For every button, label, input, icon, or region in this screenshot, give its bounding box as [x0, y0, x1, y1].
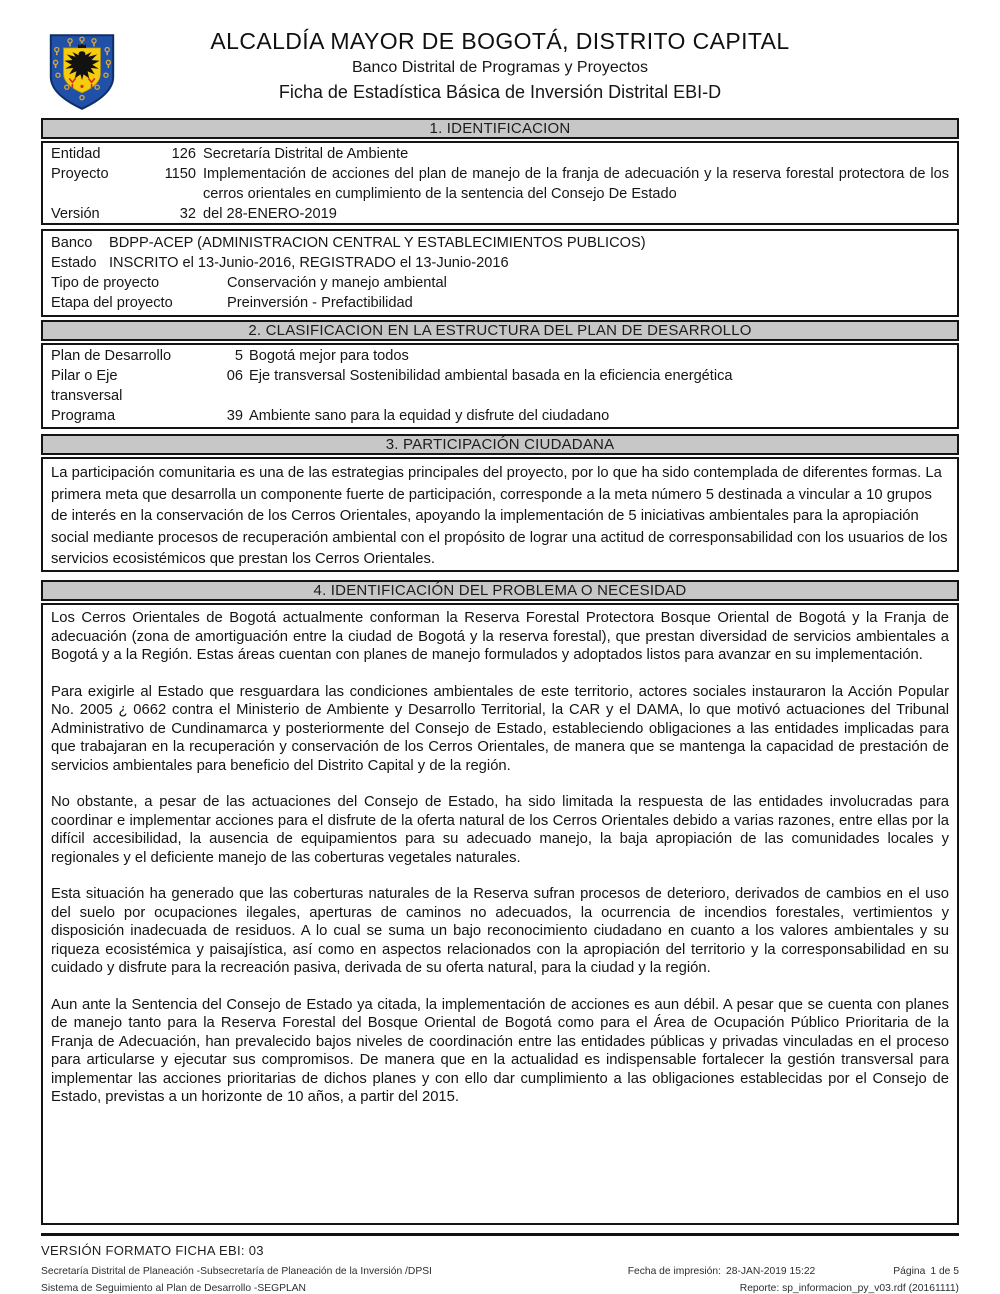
section4-problem-box [41, 603, 959, 1225]
report-file-name: Reporte: sp_informacion_py_v03.rdf (20161111) [739, 1283, 959, 1294]
page-number-value: 1 de 5 [930, 1266, 959, 1277]
section1-identification-table [41, 141, 959, 225]
section2-plan-table [41, 343, 959, 429]
problem-paragraph-1: Los Cerros Orientales de Bogotá actualmente conforman la Reserva Forestal Protectora Bosque Oriental de Bogotá y la Franja de adecuación (zona de amortiguación entre la ciudad de Bogotá y la reserva forestal), que prestan diversidad de servicios ambientales a Bogotá y a la Región. Estas áreas cuentan con planes de manejo formulados y adoptados listos para avanzar en su implementación. [51, 610, 949, 663]
field-value: Eje transversal Sostenibilidad ambiental basada en la eficiencia energética [249, 368, 733, 384]
bogota-coat-of-arms-logo [46, 31, 118, 113]
footer-org-line-2: Sistema de Seguimiento al Plan de Desarrollo -SEGPLAN [41, 1283, 306, 1294]
print-date-label: Fecha de impresión: [627, 1266, 721, 1277]
footer-divider [41, 1233, 959, 1236]
footer-row-1 [41, 1266, 959, 1277]
problem-paragraph-4: Esta situación ha generado que las coberturas naturales de la Reserva sufran procesos de deterioro, derivados de cambios en el uso del suelo por ocupaciones ilegales, aperturas de caminos no adecuados, la ocurrencia de incendios forestales, vertimientos y disposición inadecuada de residuos. A lo cual se suma un bajo reconocimiento ciudadano en cuanto a los valores ambientales y su riqueza ecosistémica y paisajística, así como en aspectos relacionados con la apropiación del territorio y la corresponsabilidad en su cuidado y disfrute para la recreación pasiva, derivada de su oferta natural, para la ciudad y la región. [51, 886, 949, 976]
field-code: 5 [234, 348, 243, 364]
participation-paragraph: La participación comunitaria es una de las estrategias principales del proyecto, por lo que ha sido contemplada de diferentes formas. La primera meta que desarrolla un componente fuerte de participación, corresponde a la meta número 5 destinada a vincular a 10 grupos de interés en la conservación de los Cerros Orientales, apoyando la implementación de 5 iniciativas ambientales para la apropiación social mediante procesos de recuperación ambiental con el propósito de lograr una actitud de corresponsabilidad con los usuarios de los servicios ecosistémicos que prestan los Cerros Orientales. [51, 465, 948, 568]
field-label: Entidad [51, 146, 101, 162]
table-row-etapa-proyecto [43, 293, 957, 313]
header-titles [0, 0, 1000, 103]
header-subtitle-ficha: Ficha de Estadística Básica de Inversión Distrital EBI-D [278, 82, 722, 102]
field-label: Estado [51, 255, 97, 271]
section3-participation-box [41, 457, 959, 572]
table-row-programa [43, 406, 957, 426]
section1-header-bar: 1. IDENTIFICACION [41, 118, 959, 139]
field-label: Programa [51, 408, 116, 424]
document-header [0, 0, 1000, 118]
document-body [41, 118, 959, 1294]
field-value: Conservación y manejo ambiental [227, 275, 447, 291]
field-value: del 28-ENERO-2019 [203, 206, 337, 222]
field-code: 06 [226, 368, 243, 384]
print-date-value: 28-JAN-2019 15:22 [725, 1266, 816, 1277]
field-code: 39 [226, 408, 243, 424]
field-value: Bogotá mejor para todos [249, 348, 409, 364]
field-value: INSCRITO el 13-Junio-2016, REGISTRADO el 13-Junio-2016 [109, 255, 509, 271]
table-row-plan-desarrollo [43, 346, 957, 366]
field-label: Plan de Desarrollo [51, 348, 172, 364]
coat-of-arms-icon [46, 31, 118, 113]
footer-print-info [628, 1266, 959, 1277]
field-label: Tipo de proyecto [51, 275, 160, 291]
field-code: 1150 [164, 166, 196, 182]
table-row-pilar-eje [43, 366, 957, 406]
problem-paragraph-5: Aun ante la Sentencia del Consejo de Estado ya citada, la implementación de acciones es aun débil. A pesar que se cuenta con planes de manejo tanto para la Reserva Forestal del Bosque Oriental de Bogotá como para el Área de Ocupación Público Prioritaria de la Franja de Adecuación, han prevalecido bajos niveles de coordinación entre las entidades públicas y privadas vinculadas en el proceso para articularse y ejecutar sus compromisos. De manera que en la actualidad es indispensable fortalecer la gestión transversal para implementar las acciones prioritarias de dichos planes y con ello dar cumplimiento a las obligaciones establecidas por el Consejo de Estado, previstas a un horizonte de 10 años, a partir del 2015. [51, 996, 949, 1105]
table-row-entidad [43, 144, 957, 164]
header-subtitle-banco: Banco Distrital de Programas y Proyectos [351, 59, 649, 76]
table-row-proyecto [43, 164, 957, 204]
problem-paragraph-3: No obstante, a pesar de las actuaciones del Consejo de Estado, ha sido limitada la respuesta de las entidades involucradas para coordinar e implementar acciones para el disfrute de la oferta natural de los Cerros Orientales debido a varias razones, entre ellas por la difícil accesibilidad, la ausencia de equipamientos para su adecuado manejo, la baja apropiación de las comunidades locales y regionales y el deficiente manejo de las coberturas vegetales naturales. [51, 794, 949, 866]
section1-banco-table [41, 229, 959, 317]
table-row-banco [43, 233, 957, 253]
page-title: ALCALDÍA MAYOR DE BOGOTÁ, DISTRITO CAPITAL [210, 28, 790, 54]
field-value: Implementación de acciones del plan de manejo de la franja de adecuación y la reserva forestal protectora de los cerros orientales en cumplimiento de la sentencia del Consejo De Estado [203, 166, 949, 202]
page-number-label: Página [893, 1266, 926, 1277]
field-label: Etapa del proyecto [51, 295, 173, 311]
field-label: Versión [51, 206, 100, 222]
section4-header-bar: 4. IDENTIFICACIÓN DEL PROBLEMA O NECESIDAD [41, 580, 959, 601]
footer-row-2 [41, 1283, 959, 1294]
footer-org-line-1: Secretaría Distrital de Planeación -Subsecretaría de Planeación de la Inversión /DPSI [41, 1266, 432, 1277]
field-value: Ambiente sano para la equidad y disfrute del ciudadano [249, 408, 610, 424]
field-code: 32 [179, 206, 196, 222]
table-row-estado [43, 253, 957, 273]
section3-header-bar: 3. PARTICIPACIÓN CIUDADANA [41, 434, 959, 455]
format-version-label: VERSIÓN FORMATO FICHA EBI: 03 [41, 1243, 264, 1258]
field-value: Secretaría Distrital de Ambiente [203, 146, 409, 162]
field-label: Pilar o Eje transversal [51, 368, 123, 404]
table-row-version [43, 204, 957, 224]
field-value: Preinversión - Prefactibilidad [227, 295, 413, 311]
section2-header-bar: 2. CLASIFICACION EN LA ESTRUCTURA DEL PLAN DE DESARROLLO [41, 320, 959, 341]
problem-paragraph-2: Para exigirle al Estado que resguardara las condiciones ambientales de este territorio, actores sociales instauraron la Acción Popular No. 2005 ¿ 0662 contra el Ministerio de Ambiente y Desarrollo Territorial, la CAR y el DAMA, lo que motivó actuaciones del Tribunal Administrativo de Cundinamarca y posteriormente del Consejo de Estado, estableciendo obligaciones a las entidades implicadas para que trabajaran en la recuperación y conservación de los Cerros Orientales, de manera que se mantenga la capacidad de prestación de servicios ambientales para beneficio del Distrito Capital y de la región. [51, 683, 949, 774]
field-label: Proyecto [51, 166, 109, 182]
field-code: 126 [171, 146, 196, 162]
field-label: Banco [51, 235, 93, 251]
table-row-tipo-proyecto [43, 273, 957, 293]
field-value: BDPP-ACEP (ADMINISTRACION CENTRAL Y ESTABLECIMIENTOS PUBLICOS) [109, 235, 646, 251]
